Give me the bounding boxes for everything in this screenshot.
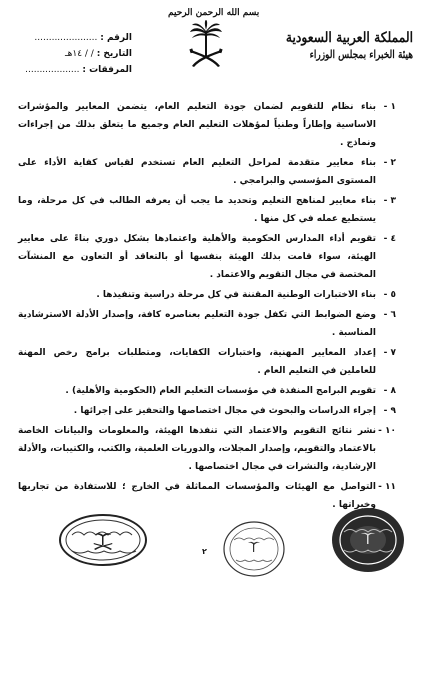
circular-stamp-icon xyxy=(222,520,286,578)
item-number: ٩ - xyxy=(383,406,396,416)
item-text: بناء الاختبارات الوطنية المقننة في كل مرحلة دراسية وتنفيذها . xyxy=(96,290,376,300)
bismillah: بسم الله الرحمن الرحيم xyxy=(168,8,260,18)
item-text: وضع الضوابط التي تكفل جودة التعليم بعناصره كافة، وإصدار الأدلة الاسترشادية المناسبة . xyxy=(18,310,376,338)
item-number: ٨ - xyxy=(383,386,396,396)
item-number: ٣ - xyxy=(383,196,396,206)
items-list xyxy=(18,98,396,516)
kingdom-name: المملكة العربية السعودية xyxy=(285,30,413,46)
item-text: نشر نتائج التقويم والاعتماد التي تنفذها الهيئة، والمعلومات والبيانات الخاصة بالاعتماد والتقويم، وإصدار المجلات، والدوريات العلمية، والكتب، والكتيبات، والأدلة الإرشادية، والنشرات في مجال اختصاصها . xyxy=(18,426,376,472)
meta-attachments-label: المرفقات : xyxy=(82,65,132,75)
council-name: هيئة الخبراء بمجلس الوزراء xyxy=(309,48,413,61)
item-number: ١٠ - xyxy=(378,426,396,436)
item-text: بناء معايير لمناهج التعليم وتحديد ما يجب أن يعرفه الطالب في كل مرحلة، وما يستطيع عمله في كل منها . xyxy=(18,196,376,224)
meta-number-label: الرقم : xyxy=(100,33,132,43)
margin-mark-icon xyxy=(398,495,406,503)
list-item xyxy=(18,382,396,400)
list-item xyxy=(18,402,396,420)
list-item xyxy=(18,154,396,190)
item-number: ٦ - xyxy=(383,310,396,320)
official-stamp-icon xyxy=(58,513,148,567)
meta-date-row xyxy=(12,46,132,62)
item-text: بناء معايير متقدمة لمراحل التعليم العام تستخدم لقياس كفاية الأداء على المستوى المؤسسي والبرامجي . xyxy=(18,158,376,186)
meta-number-row: الرقم : ...................... xyxy=(34,33,132,43)
saudi-emblem-icon xyxy=(188,20,224,72)
list-item xyxy=(18,422,396,476)
list-item xyxy=(18,306,396,342)
item-number: ١١ - xyxy=(378,482,396,492)
item-text: بناء نظام للتقويم لضمان جودة التعليم العام، يتضمن المعايير والمؤشرات الاساسية وإطاراً وطنياً لمؤهلات التعليم العام وجميع ما يتعلق بذلك من إجراءات ونماذج . xyxy=(18,102,376,148)
letter-meta xyxy=(12,30,132,78)
list-item xyxy=(18,98,396,152)
page-number: ٢ xyxy=(202,547,207,556)
item-text: إعداد المعايير المهنية، واختبارات الكفايات، ومتطلبات برامج رخص المهنة للعاملين في التعليم العام . xyxy=(18,348,376,376)
margin-mark-icon xyxy=(398,342,406,350)
list-item xyxy=(18,230,396,284)
item-text: تقويم البرامج المنفذة في مؤسسات التعليم العام (الحكومية والأهلية) . xyxy=(65,386,376,396)
letterhead-title xyxy=(253,30,413,61)
list-item xyxy=(18,286,396,304)
meta-attachments-row: المرفقات : ................... xyxy=(25,65,132,75)
meta-date-label: التاريخ : xyxy=(96,49,132,59)
item-number: ٢ - xyxy=(383,158,396,168)
item-text: إجراء الدراسات والبحوث في مجال اختصاصها والتحفيز على إجرائها . xyxy=(73,406,376,416)
item-number: ٤ - xyxy=(383,234,396,244)
item-text: تقويم أداء المدارس الحكومية والأهلية واعتمادها بشكل دوري بناءً على معايير الهيئة، سواء قامت بذلك الهيئة بنفسها أو بالتعاقد أو التعاون مع المنشآت المختصة في مجال التقويم والاعتماد . xyxy=(18,234,376,280)
meta-date-value: / / ١٤هـ xyxy=(64,49,94,59)
item-number: ٧ - xyxy=(383,348,396,358)
item-number: ٥ - xyxy=(383,290,396,300)
margin-mark-icon xyxy=(398,196,406,204)
list-item xyxy=(18,344,396,380)
list-item xyxy=(18,192,396,228)
item-text: التواصل مع الهيئات والمؤسسات المماثلة في الخارج ؛ للاستفادة من تجاربها وخبراتها . xyxy=(18,482,376,510)
item-number: ١ - xyxy=(383,102,396,112)
embossed-seal-icon xyxy=(330,506,406,574)
